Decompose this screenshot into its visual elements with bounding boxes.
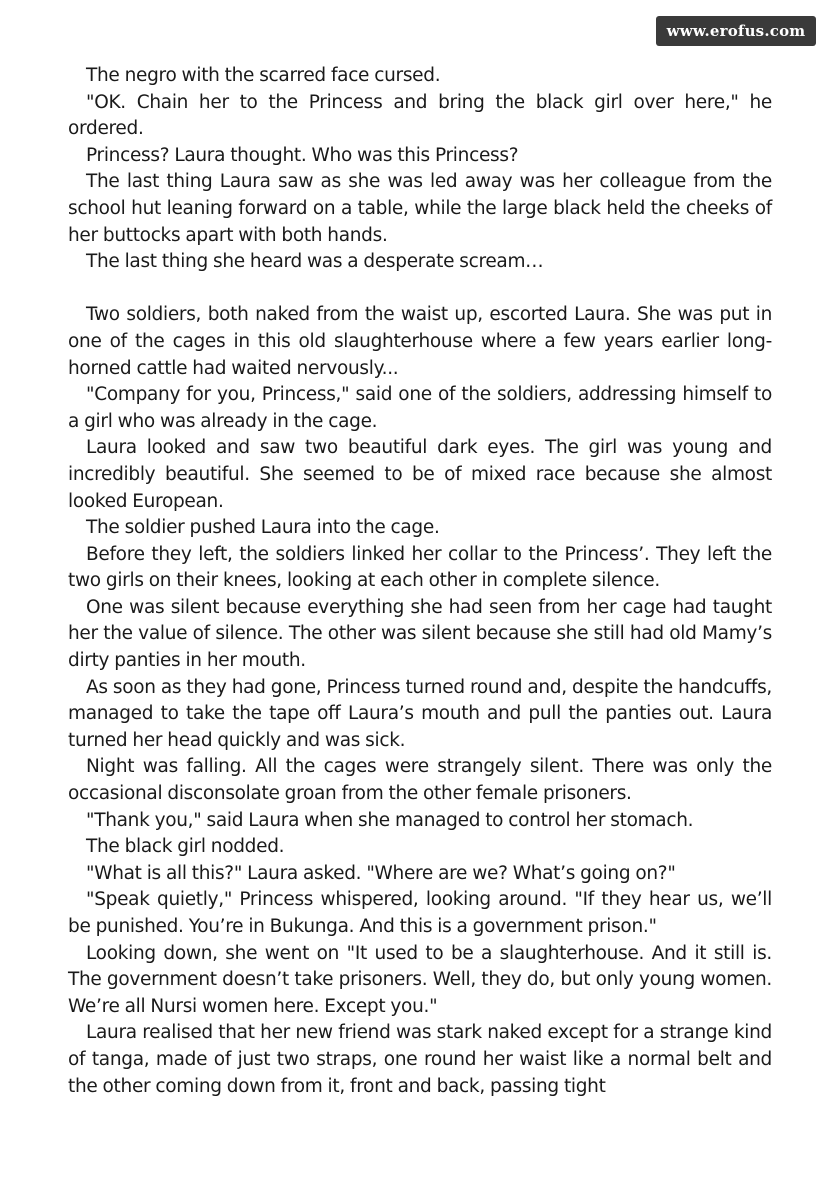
paragraph: The last thing Laura saw as she was led away was her colleague from the school hut leaning forward on a table, while the large black held the cheeks of her buttocks apart with both hands.	[68, 171, 772, 246]
paragraph: The last thing she heard was a desperate scream…	[86, 251, 544, 273]
paragraph: As soon as they had gone, Princess turned round and, despite the handcuffs, managed to take the tape off Laura’s mouth and pull the panties out. Laura turned her head quickly and was sick.	[68, 676, 772, 751]
paragraph: Night was falling. All the cages were strangely silent. There was only the occasional disconsolate groan from the other female prisoners.	[68, 756, 772, 805]
paragraph: Laura looked and saw two beautiful dark eyes. The girl was young and incredibly beautiful. She seemed to be of mixed race because she almost looked European.	[68, 437, 772, 512]
site-watermark: www.erofus.com	[656, 16, 816, 46]
paragraph: The negro with the scarred face cursed.	[86, 65, 441, 86]
paragraph: "Company for you, Princess," said one of the soldiers, addressing himself to a girl who was already in the cage.	[68, 384, 772, 432]
paragraph: Looking down, she went on "It used to be a slaughterhouse. And it still is. The government doesn’t take prisoners. Well, they do, but only young women. We’re all Nursi women here. Except you."	[68, 942, 772, 1017]
paragraph: One was silent because everything she had seen from her cage had taught her the value of silence. The other was silent because she still had old Mamy’s dirty panties in her mouth.	[68, 596, 772, 672]
paragraph: Before they left, the soldiers linked her collar to the Princess’. They left the two girls on their knees, looking at each other in complete silence.	[68, 543, 772, 592]
paragraph: Two soldiers, both naked from the waist up, escorted Laura. She was put in one of the cages in this old slaughterhouse where a few years earlier long-horned cattle had waited nervously...	[68, 304, 772, 379]
paragraph: The black girl nodded.	[86, 836, 285, 858]
paragraph: Laura realised that her new friend was stark naked except for a strange kind of tanga, made of just two straps, one round her waist like a normal belt and the other coming down from it, front and back, passing tight	[68, 1022, 772, 1097]
paragraph: "What is all this?" Laura asked. "Where are we? What’s going on?"	[86, 862, 676, 884]
section-break	[68, 276, 772, 303]
paragraph: "Speak quietly," Princess whispered, looking around. "If they hear us, we’ll be punished. You’re in Bukunga. And this is a government prison."	[68, 889, 772, 937]
paragraph: The soldier pushed Laura into the cage.	[86, 517, 440, 539]
book-page-text	[68, 63, 772, 1100]
paragraph: "Thank you," said Laura when she managed to control her stomach.	[86, 809, 694, 831]
paragraph: Princess? Laura thought. Who was this Princess?	[86, 144, 519, 166]
paragraph: "OK. Chain her to the Princess and bring the black girl over here," he ordered.	[68, 91, 772, 140]
